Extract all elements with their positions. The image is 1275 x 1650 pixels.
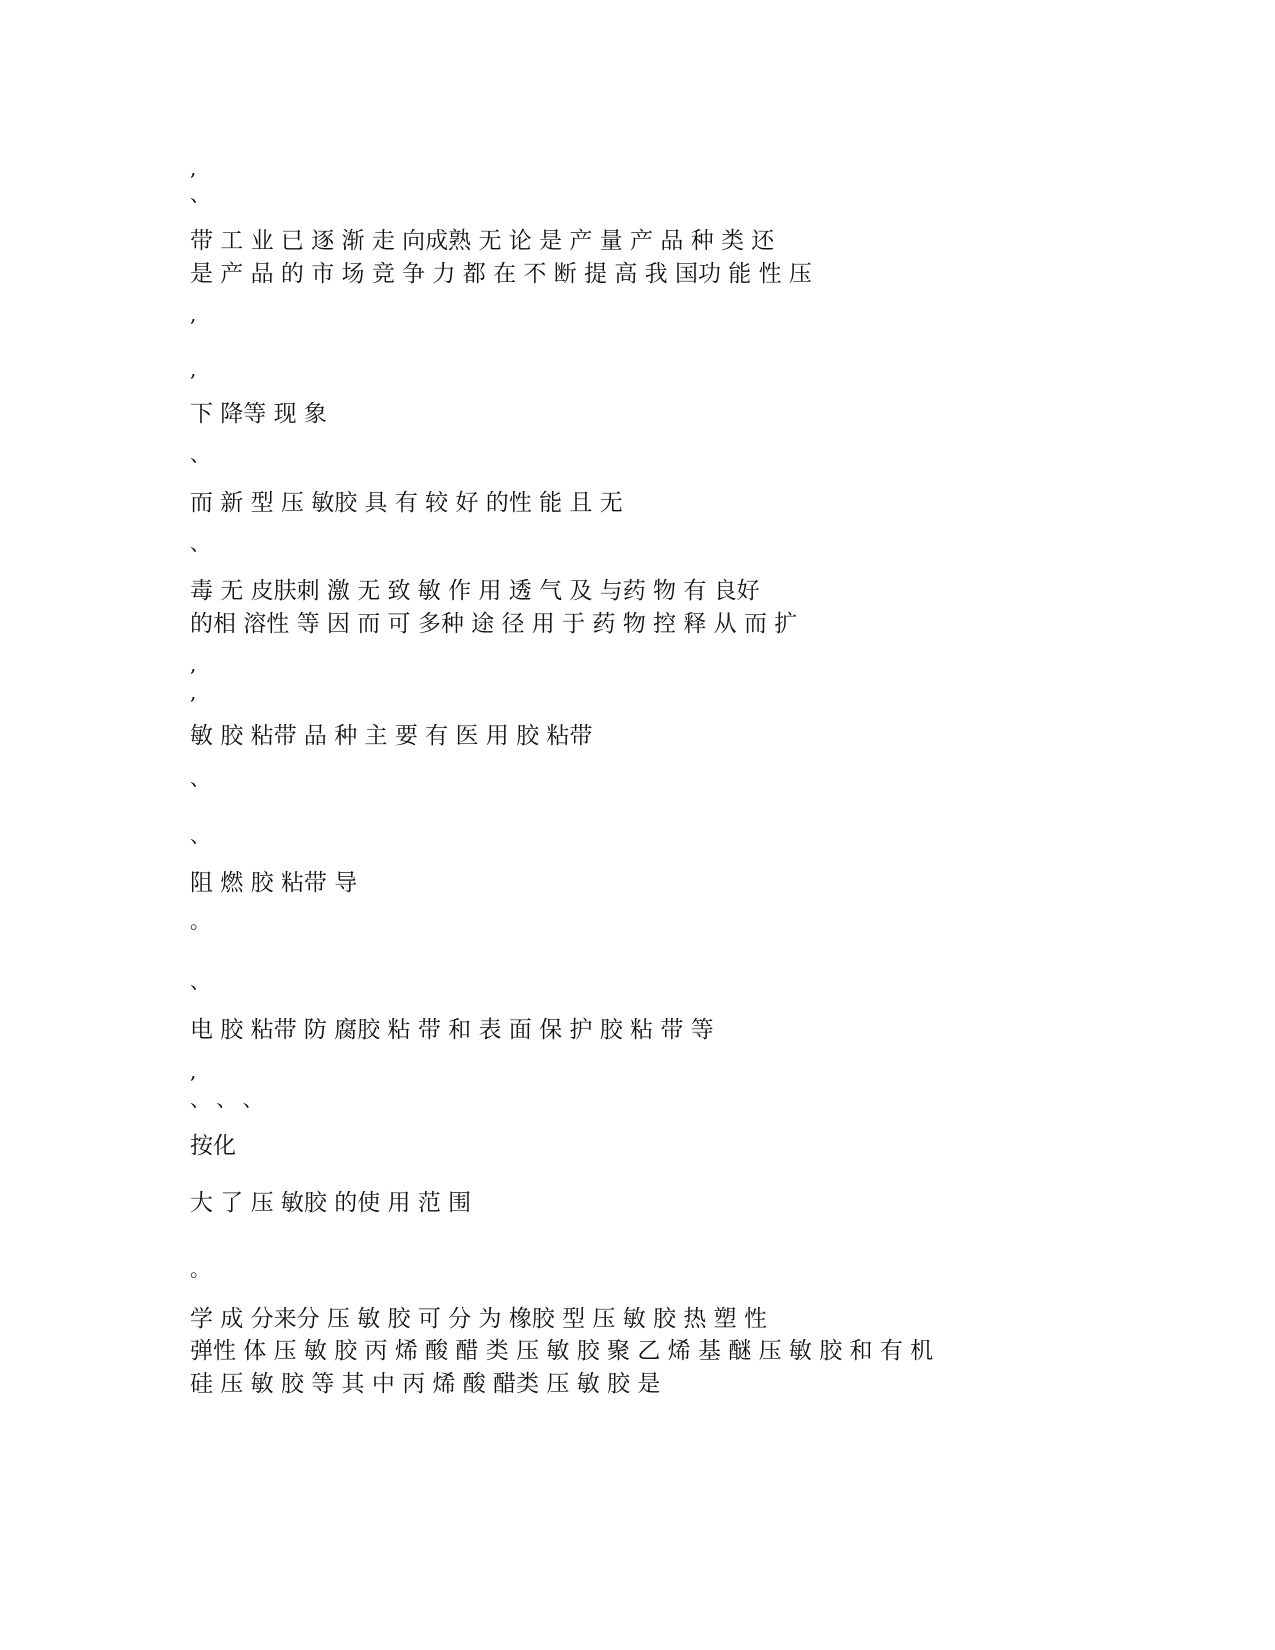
text-line-4: 是 产 品 的 市 场 竞 争 力 都 在 不 断 提 高 我 国功 能 性 压 <box>190 261 812 287</box>
text-line-6: , <box>190 357 197 381</box>
text-line-29: 硅 压 敏 胶 等 其 中 丙 烯 酸 醋类 压 敏 胶 是 <box>190 1371 661 1397</box>
text-line-17: 、 <box>190 823 210 847</box>
text-line-1: , <box>190 156 197 180</box>
text-line-10: 、 <box>190 531 210 555</box>
text-line-7: 下 降等 现 象 <box>190 401 327 427</box>
text-line-16: 、 <box>190 766 210 790</box>
text-line-8: 、 <box>190 442 210 466</box>
text-line-23: 、 、 、 <box>190 1087 263 1111</box>
text-line-27: 学 成 分来分 压 敏 胶 可 分 为 橡胶 型 压 敏 胶 热 塑 性 <box>190 1306 767 1332</box>
text-line-9: 而 新 型 压 敏胶 具 有 较 好 的性 能 且 无 <box>190 490 623 516</box>
text-line-11: 毒 无 皮肤刺 激 无 致 敏 作 用 透 气 及 与药 物 有 良好 <box>190 578 760 604</box>
text-line-21: 电 胶 粘带 防 腐胶 粘 带 和 表 面 保 护 胶 粘 带 等 <box>190 1017 714 1043</box>
text-line-28: 弹性 体 压 敏 胶 丙 烯 酸 醋 类 压 敏 胶 聚 乙 烯 基 醚 压 敏 胶 和 有 机 <box>190 1338 934 1364</box>
text-line-20: 、 <box>190 969 210 993</box>
text-line-13: , <box>190 652 197 676</box>
text-line-26: 。 <box>190 1257 210 1281</box>
text-line-15: 敏 胶 粘带 品 种 主 要 有 医 用 胶 粘带 <box>190 723 593 749</box>
text-line-12: 的相 溶性 等 因 而 可 多种 途 径 用 于 药 物 控 释 从 而 扩 <box>190 611 798 637</box>
text-line-2: 、 <box>190 182 210 206</box>
text-line-19: 。 <box>190 909 210 933</box>
text-line-14: , <box>190 680 197 704</box>
text-line-22: , <box>190 1059 197 1083</box>
text-line-5: , <box>190 302 197 326</box>
text-line-3: 带 工 业 已 逐 渐 走 向成熟 无 论 是 产 量 产 品 种 类 还 <box>190 228 775 254</box>
text-line-18: 阻 燃 胶 粘带 导 <box>190 870 358 896</box>
text-line-24: 按化 <box>190 1133 236 1159</box>
text-line-25: 大 了 压 敏胶 的使 用 范 围 <box>190 1190 472 1216</box>
